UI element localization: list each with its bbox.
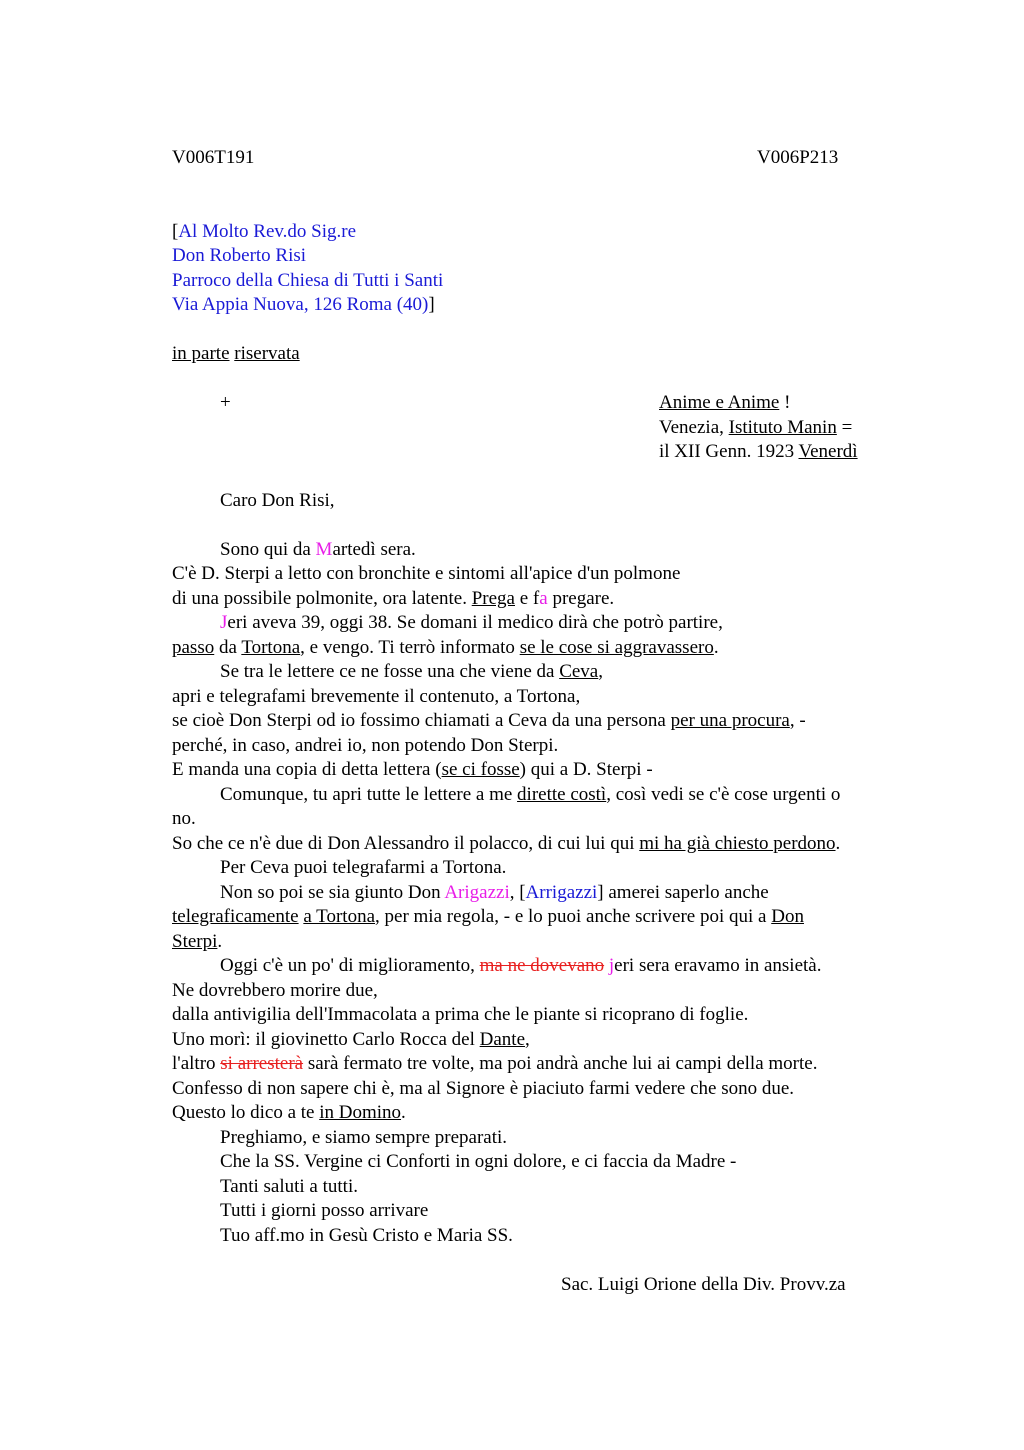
text-span: Arigazzi: [444, 882, 510, 903]
text-span: j: [608, 955, 615, 976]
body-line: Preghiamo, e siamo sempre preparati.: [220, 1127, 508, 1148]
text-span: !: [779, 392, 791, 413]
text-span: .: [713, 637, 719, 658]
text-span: pregare.: [547, 588, 615, 609]
text-span: ] amerei saperlo anche: [597, 882, 769, 903]
text-span: [172, 293, 435, 318]
text-span: mi ha già chiesto perdono: [639, 833, 836, 854]
text-span: e f: [514, 588, 540, 609]
body-line: [172, 905, 804, 930]
body-line: perché, in caso, andrei io, non potendo Don Sterpi.: [172, 735, 559, 756]
text-span: il XII Genn. 1923: [659, 441, 799, 462]
body-line: [220, 660, 603, 685]
address-line-4: Via Appia Nuova, 126 Roma (40): [172, 294, 429, 315]
text-span: passo: [172, 637, 215, 658]
body-line: [172, 1028, 530, 1053]
body-line: [172, 587, 614, 612]
text-span: .: [401, 1102, 406, 1123]
body-line: [172, 709, 806, 734]
text-span: dirette costì: [517, 784, 607, 805]
text-span: Sono qui da: [220, 539, 316, 560]
text-span: Venezia,: [659, 417, 729, 438]
text-span: Questo lo dico a te: [172, 1102, 320, 1123]
deleted-text: si arresterà: [220, 1053, 304, 1074]
text-span: .: [835, 833, 841, 854]
text-span: J: [220, 612, 228, 633]
text-span: Comunque, tu apri tutte le lettere a me: [220, 784, 518, 805]
text-span: , [: [509, 882, 526, 903]
text-span: Arrigazzi: [525, 882, 598, 903]
body-line: Confesso di non sapere chi è, ma al Signore è piaciuto farmi vedere che sono due.: [172, 1078, 795, 1099]
text-span: Oggi c'è un po' di miglioramento,: [220, 955, 480, 976]
text-span: Sterpi: [172, 931, 218, 952]
body-line: [172, 636, 719, 661]
text-span: Tortona: [241, 637, 301, 658]
text-span: [659, 416, 852, 441]
text-span: se ci fosse: [441, 759, 520, 780]
body-line: Tutti i giorni posso arrivare: [220, 1200, 429, 1221]
text-span: Don: [771, 906, 804, 927]
body-line: [220, 954, 821, 979]
address-open-bracket: [: [172, 221, 179, 242]
text-span: a Tortona: [303, 906, 376, 927]
text-span: di una possibile polmonite, ora latente.: [172, 588, 472, 609]
text-span: per una procura: [670, 710, 790, 731]
text-span: riservata: [234, 343, 300, 364]
text-span: eri aveva 39, oggi 38. Se domani il medico dirà che potrò partire,: [227, 612, 723, 633]
body-line: no.: [172, 808, 196, 829]
text-span: [172, 220, 356, 245]
body-line: [172, 832, 840, 857]
text-span: , così vedi se c'è cose urgenti o: [606, 784, 841, 805]
body-line: [220, 538, 416, 563]
text-span: se le cose si aggravassero: [519, 637, 714, 658]
body-line: apri e telegrafami brevemente il contenuto, a Tortona,: [172, 686, 581, 707]
body-line: Tanti saluti a tutti.: [220, 1176, 358, 1197]
text-span: artedì sera.: [332, 539, 416, 560]
text-span: , e vengo. Ti terrò informato: [300, 637, 520, 658]
address-line-3: Parroco della Chiesa di Tutti i Santi: [172, 270, 444, 291]
text-span: da: [214, 637, 242, 658]
body-line: [220, 783, 840, 808]
body-line: [172, 1101, 406, 1126]
text-span: eri sera eravamo in ansietà.: [614, 955, 822, 976]
body-line: Che la SS. Vergine ci Conforti in ogni dolore, e ci faccia da Madre -: [220, 1151, 737, 1172]
text-span: M: [315, 539, 333, 560]
text-span: ) qui a D. Sterpi -: [519, 759, 653, 780]
text-span: Uno morì: il giovinetto Carlo Rocca del: [172, 1029, 480, 1050]
body-line: [172, 930, 222, 955]
body-line: Per Ceva puoi telegrafarmi a Tortona.: [220, 857, 507, 878]
text-span: in parte: [172, 343, 230, 364]
header-right-code: V006P213: [757, 147, 839, 168]
text-span: So che ce n'è due di Don Alessandro il polacco, di cui lui qui: [172, 833, 640, 854]
text-span: Prega: [471, 588, 515, 609]
text-span: .: [217, 931, 223, 952]
text-span: ,: [598, 661, 603, 682]
text-span: se cioè Don Sterpi od io fossimo chiamati a Ceva da una persona: [172, 710, 671, 731]
body-line: [172, 758, 653, 783]
text-span: Ceva: [559, 661, 599, 682]
text-span: Venerdì: [798, 441, 858, 462]
text-span: Istituto Manin: [728, 417, 837, 438]
body-line: [220, 881, 769, 906]
text-span: [659, 440, 858, 465]
deleted-text: ma ne dovevano: [479, 955, 605, 976]
text-span: [659, 391, 790, 416]
address-line-2: Don Roberto Risi: [172, 245, 307, 266]
header-left-code: V006T191: [172, 147, 255, 168]
text-span: Dante: [479, 1029, 526, 1050]
text-span: Anime e Anime: [659, 392, 780, 413]
text-span: Se tra le lettere ce ne fosse una che viene da: [220, 661, 560, 682]
cross-mark: +: [220, 392, 231, 413]
text-span: E manda una copia di detta lettera (: [172, 759, 442, 780]
body-line: Ne dovrebbero morire due,: [172, 980, 378, 1001]
signature: Sac. Luigi Orione della Div. Provv.za: [561, 1274, 846, 1295]
body-line: [220, 611, 723, 636]
body-line: dalla antivigilia dell'Immacolata a prima che le piante si ricoprano di foglie.: [172, 1004, 749, 1025]
text-span: =: [836, 417, 853, 438]
address-close-bracket: ]: [428, 294, 435, 315]
text-span: ,: [525, 1029, 530, 1050]
confidential-note: [172, 342, 300, 367]
body-line: Tuo aff.mo in Gesù Cristo e Maria SS.: [220, 1225, 513, 1246]
text-span: , per mia regola, - e lo puoi anche scrivere poi qui a: [375, 906, 772, 927]
address-line-1: Al Molto Rev.do Sig.re: [178, 221, 357, 242]
text-span: l'altro: [172, 1053, 221, 1074]
text-span: sarà fermato tre volte, ma poi andrà anche lui ai campi della morte.: [303, 1053, 818, 1074]
text-span: Non so poi se sia giunto Don: [220, 882, 445, 903]
text-span: a: [539, 588, 548, 609]
text-span: in Domino: [319, 1102, 402, 1123]
body-line: C'è D. Sterpi a letto con bronchite e sintomi all'apice d'un polmone: [172, 563, 681, 584]
body-line: [172, 1052, 817, 1077]
text-span: telegraficamente: [172, 906, 299, 927]
salutation: Caro Don Risi,: [220, 490, 335, 511]
text-span: , -: [789, 710, 806, 731]
